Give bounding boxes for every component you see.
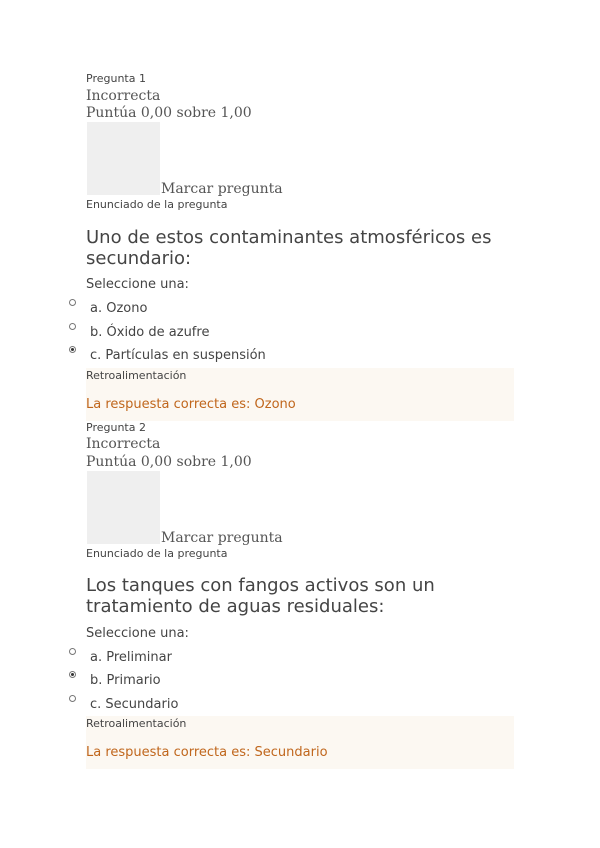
answer-option-b[interactable] [0, 323, 600, 343]
feedback-panel [86, 368, 514, 421]
answer-option-a[interactable] [0, 299, 600, 319]
answer-option-label[interactable]: c. Partículas en suspensión [90, 348, 266, 363]
correct-answer-text: La respuesta correcta es: Ozono [86, 397, 296, 412]
answer-option-label[interactable]: a. Preliminar [90, 650, 172, 665]
answer-prompt: Seleccione una: [86, 626, 189, 641]
answer-option-c[interactable] [0, 346, 600, 366]
question-status: Incorrecta [86, 88, 161, 104]
answer-option-label[interactable]: a. Ozono [90, 301, 148, 316]
question-status: Incorrecta [86, 436, 161, 452]
feedback-panel [86, 716, 514, 769]
feedback-label: Retroalimentación [86, 717, 187, 730]
answer-option-b[interactable] [0, 671, 600, 691]
answer-prompt: Seleccione una: [86, 277, 189, 292]
question-text: Los tanques con fangos activos son un tratamiento de aguas residuales: [86, 575, 435, 617]
question-statement-label: Enunciado de la pregunta [86, 198, 228, 211]
question-score: Puntúa 0,00 sobre 1,00 [86, 105, 252, 121]
radio-button[interactable] [69, 695, 76, 702]
answer-option-label[interactable]: b. Óxido de azufre [90, 325, 210, 340]
radio-button[interactable] [69, 323, 76, 330]
question-number: Pregunta 2 [86, 421, 146, 434]
radio-button[interactable] [69, 299, 76, 306]
answer-option-a[interactable] [0, 648, 600, 668]
flag-question-link[interactable]: Marcar pregunta [161, 530, 283, 546]
question-statement-label: Enunciado de la pregunta [86, 547, 228, 560]
feedback-label: Retroalimentación [86, 369, 187, 382]
answer-option-label[interactable]: c. Secundario [90, 697, 179, 712]
flag-question-link[interactable]: Marcar pregunta [161, 181, 283, 197]
question-text: Uno de estos contaminantes atmosféricos es secundario: [86, 227, 492, 269]
radio-button-selected[interactable] [69, 671, 76, 678]
radio-button[interactable] [69, 648, 76, 655]
question-score: Puntúa 0,00 sobre 1,00 [86, 454, 252, 470]
answer-option-label[interactable]: b. Primario [90, 673, 161, 688]
flag-icon[interactable] [87, 122, 160, 195]
answer-option-c[interactable] [0, 695, 600, 715]
radio-button-selected[interactable] [69, 346, 76, 353]
flag-icon[interactable] [87, 471, 160, 544]
question-number: Pregunta 1 [86, 72, 146, 85]
correct-answer-text: La respuesta correcta es: Secundario [86, 745, 328, 760]
